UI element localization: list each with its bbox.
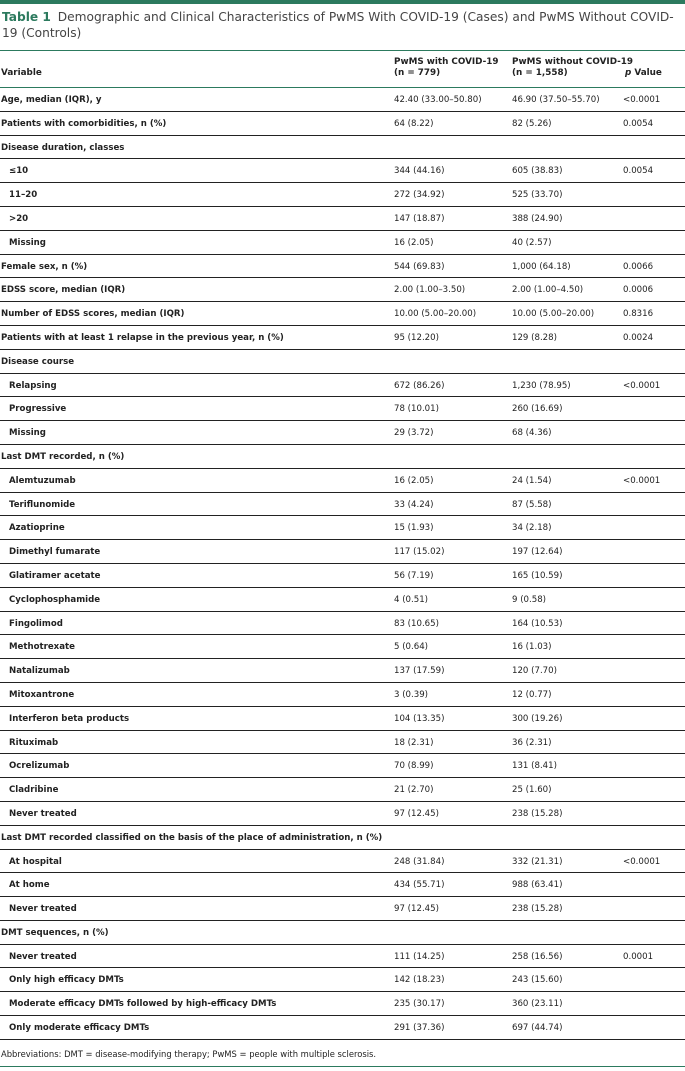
table-label: Table 1 — [2, 10, 51, 24]
table-row — [0, 992, 685, 1016]
row-cases: 117 (15.02) — [394, 547, 445, 558]
row-controls: 988 (63.41) — [512, 880, 563, 891]
row-label: Patients with comorbidities, n (%) — [1, 118, 167, 129]
row-label: Only moderate efficacy DMTs — [9, 1023, 150, 1034]
row-label: EDSS score, median (IQR) — [1, 285, 126, 296]
row-cases: 672 (86.26) — [394, 380, 445, 391]
row-p-value: <0.0001 — [623, 856, 661, 867]
row-label: At hospital — [9, 856, 62, 867]
row-cases: 2.00 (1.00–3.50) — [394, 285, 466, 296]
table-row — [0, 826, 685, 850]
header-controls-line1: PwMS without COVID-19 — [512, 57, 634, 67]
row-cases: 272 (34.92) — [394, 190, 445, 201]
row-p-value: 0.8316 — [623, 309, 654, 320]
table-row — [0, 945, 685, 969]
table-row — [0, 659, 685, 683]
row-cases: 21 (2.70) — [394, 785, 434, 796]
table-row — [0, 350, 685, 374]
bottom-rule — [0, 1066, 685, 1067]
row-label: Methotrexate — [9, 642, 75, 653]
row-label: Last DMT recorded classified on the basis of the place of administration, n (%) — [1, 832, 383, 843]
row-controls: 165 (10.59) — [512, 570, 563, 581]
table-row — [0, 968, 685, 992]
header-variable: Variable — [1, 68, 42, 78]
row-label: Disease duration, classes — [1, 142, 125, 153]
row-controls: 1,000 (64.18) — [512, 261, 571, 272]
row-cases: 5 (0.64) — [394, 642, 429, 653]
row-label: 11–20 — [9, 190, 38, 201]
table-row — [0, 850, 685, 874]
row-label: DMT sequences, n (%) — [1, 927, 109, 938]
row-cases: 70 (8.99) — [394, 761, 434, 772]
table-row — [0, 278, 685, 302]
table-header — [0, 55, 685, 87]
row-label: At home — [9, 880, 50, 891]
table-row — [0, 88, 685, 112]
row-label: Azatioprine — [9, 523, 65, 534]
row-p-value: 0.0054 — [623, 118, 654, 129]
table-row — [0, 731, 685, 755]
row-cases: 95 (12.20) — [394, 332, 439, 343]
row-label: Missing — [9, 237, 46, 248]
row-cases: 83 (10.65) — [394, 618, 439, 629]
header-cases-line2: (n = 779) — [394, 68, 441, 78]
table-row — [0, 802, 685, 826]
row-label: Progressive — [9, 404, 67, 415]
table-row — [0, 112, 685, 136]
row-p-value: <0.0001 — [623, 475, 661, 486]
row-label: Moderate efficacy DMTs followed by high-efficacy DMTs — [9, 999, 277, 1010]
table-row — [0, 1016, 685, 1040]
row-p-value: 0.0024 — [623, 332, 654, 343]
row-label: Patients with at least 1 relapse in the previous year, n (%) — [1, 332, 284, 343]
table-row — [0, 445, 685, 469]
header-p-value — [625, 68, 662, 78]
row-controls: 36 (2.31) — [512, 737, 552, 748]
row-p-value: 0.0001 — [623, 951, 654, 962]
row-controls: 238 (15.28) — [512, 808, 563, 819]
table-row — [0, 612, 685, 636]
row-label: Age, median (IQR), y — [1, 95, 102, 105]
table-row — [0, 326, 685, 350]
row-label: Never treated — [9, 904, 77, 915]
row-cases: 4 (0.51) — [394, 594, 429, 605]
row-controls: 360 (23.11) — [512, 999, 563, 1010]
row-cases: 137 (17.59) — [394, 666, 445, 677]
row-label: Rituximab — [9, 737, 59, 748]
row-controls: 24 (1.54) — [512, 475, 552, 486]
row-label: Mitoxantrone — [9, 689, 75, 700]
row-controls: 82 (5.26) — [512, 118, 552, 129]
header-controls — [512, 57, 633, 79]
row-p-value: <0.0001 — [623, 380, 661, 391]
row-cases: 434 (55.71) — [394, 880, 445, 891]
table-row — [0, 136, 685, 160]
row-cases: 10.00 (5.00–20.00) — [394, 309, 477, 320]
table-row — [0, 421, 685, 445]
table-row — [0, 540, 685, 564]
table-row — [0, 564, 685, 588]
row-cases: 291 (37.36) — [394, 1023, 445, 1034]
row-p-value: 0.0006 — [623, 285, 654, 296]
row-controls: 34 (2.18) — [512, 523, 552, 534]
caption-rule — [0, 50, 685, 51]
row-controls: 9 (0.58) — [512, 594, 547, 605]
row-controls: 12 (0.77) — [512, 689, 552, 700]
row-label: Fingolimod — [9, 618, 63, 629]
row-label: Natalizumab — [9, 666, 70, 677]
table-footnote: Abbreviations: DMT = disease-modifying therapy; PwMS = people with multiple sclerosis. — [1, 1049, 377, 1059]
row-label: Cyclophosphamide — [9, 594, 101, 605]
row-label: Dimethyl fumarate — [9, 547, 101, 558]
row-label: Ocrelizumab — [9, 761, 70, 772]
header-p-italic: p — [625, 68, 632, 78]
row-cases: 235 (30.17) — [394, 999, 445, 1010]
row-controls: 300 (19.26) — [512, 713, 563, 724]
header-cases — [394, 57, 499, 79]
table-row — [0, 873, 685, 897]
row-controls: 120 (7.70) — [512, 666, 557, 677]
row-p-value: <0.0001 — [623, 95, 661, 105]
header-cases-line1: PwMS with COVID-19 — [394, 57, 499, 67]
row-label: Alemtuzumab — [9, 475, 76, 486]
row-cases: 42.40 (33.00–50.80) — [394, 95, 482, 105]
row-controls: 40 (2.57) — [512, 237, 552, 248]
row-label: Female sex, n (%) — [1, 261, 88, 272]
table-row — [0, 183, 685, 207]
top-accent-bar — [0, 0, 685, 4]
table-row — [0, 302, 685, 326]
table-row — [0, 516, 685, 540]
row-label: Only high efficacy DMTs — [9, 975, 124, 986]
table-row — [0, 207, 685, 231]
row-controls: 164 (10.53) — [512, 618, 563, 629]
row-controls: 129 (8.28) — [512, 332, 557, 343]
row-controls: 10.00 (5.00–20.00) — [512, 309, 595, 320]
table-row — [0, 921, 685, 945]
row-cases: 78 (10.01) — [394, 404, 439, 415]
row-label: Number of EDSS scores, median (IQR) — [1, 309, 185, 320]
row-controls: 258 (16.56) — [512, 951, 563, 962]
table-row — [0, 397, 685, 421]
row-cases: 142 (18.23) — [394, 975, 445, 986]
row-controls: 332 (21.31) — [512, 856, 563, 867]
row-cases: 33 (4.24) — [394, 499, 434, 510]
row-controls: 16 (1.03) — [512, 642, 552, 653]
row-cases: 544 (69.83) — [394, 261, 445, 272]
row-cases: 56 (7.19) — [394, 570, 434, 581]
row-controls: 131 (8.41) — [512, 761, 557, 772]
row-p-value: 0.0054 — [623, 166, 654, 177]
row-label: Relapsing — [9, 380, 57, 391]
table-row — [0, 159, 685, 183]
table-row — [0, 635, 685, 659]
table-row — [0, 374, 685, 398]
row-controls: 388 (24.90) — [512, 213, 563, 224]
row-controls: 25 (1.60) — [512, 785, 552, 796]
row-controls: 1,230 (78.95) — [512, 380, 571, 391]
table-row — [0, 469, 685, 493]
row-cases: 15 (1.93) — [394, 523, 434, 534]
row-label: Cladribine — [9, 785, 59, 796]
row-label: Never treated — [9, 808, 77, 819]
row-controls: 197 (12.64) — [512, 547, 563, 558]
row-label: >20 — [9, 213, 29, 224]
row-cases: 64 (8.22) — [394, 118, 434, 129]
row-label: Last DMT recorded, n (%) — [1, 451, 125, 462]
row-cases: 18 (2.31) — [394, 737, 434, 748]
row-p-value: 0.0066 — [623, 261, 654, 272]
row-label: Never treated — [9, 951, 77, 962]
row-controls: 68 (4.36) — [512, 428, 552, 439]
table-body — [0, 88, 685, 1040]
header-p-rest: Value — [631, 68, 662, 78]
row-controls: 46.90 (37.50–55.70) — [512, 95, 600, 105]
row-cases: 111 (14.25) — [394, 951, 445, 962]
row-controls: 260 (16.69) — [512, 404, 563, 415]
row-cases: 16 (2.05) — [394, 475, 434, 486]
table-row — [0, 231, 685, 255]
table-row — [0, 683, 685, 707]
row-controls: 238 (15.28) — [512, 904, 563, 915]
table-row — [0, 493, 685, 517]
header-controls-line2: (n = 1,558) — [512, 68, 568, 78]
table-row — [0, 754, 685, 778]
row-cases: 97 (12.45) — [394, 808, 439, 819]
table-row — [0, 707, 685, 731]
row-cases: 147 (18.87) — [394, 213, 445, 224]
row-controls: 697 (44.74) — [512, 1023, 563, 1034]
row-label: Missing — [9, 428, 46, 439]
row-cases: 344 (44.16) — [394, 166, 445, 177]
row-controls: 2.00 (1.00–4.50) — [512, 285, 584, 296]
row-controls: 525 (33.70) — [512, 190, 563, 201]
row-label: ≤10 — [9, 166, 29, 177]
row-label: Interferon beta products — [9, 713, 130, 724]
row-label: Glatiramer acetate — [9, 570, 101, 581]
row-cases: 3 (0.39) — [394, 689, 429, 700]
table-row — [0, 588, 685, 612]
table-row — [0, 255, 685, 279]
row-label: Disease course — [1, 356, 75, 367]
row-cases: 97 (12.45) — [394, 904, 439, 915]
row-controls: 605 (38.83) — [512, 166, 563, 177]
row-controls: 243 (15.60) — [512, 975, 563, 986]
table-caption — [2, 9, 682, 41]
row-cases: 29 (3.72) — [394, 428, 434, 439]
table-row — [0, 897, 685, 921]
table-title: Demographic and Clinical Characteristics of PwMS With COVID-19 (Cases) and PwMS Without COVID-19 (Controls) — [2, 10, 674, 40]
row-cases: 16 (2.05) — [394, 237, 434, 248]
row-cases: 248 (31.84) — [394, 856, 445, 867]
row-label: Teriflunomide — [9, 499, 76, 510]
row-controls: 87 (5.58) — [512, 499, 552, 510]
row-cases: 104 (13.35) — [394, 713, 445, 724]
table-row — [0, 778, 685, 802]
